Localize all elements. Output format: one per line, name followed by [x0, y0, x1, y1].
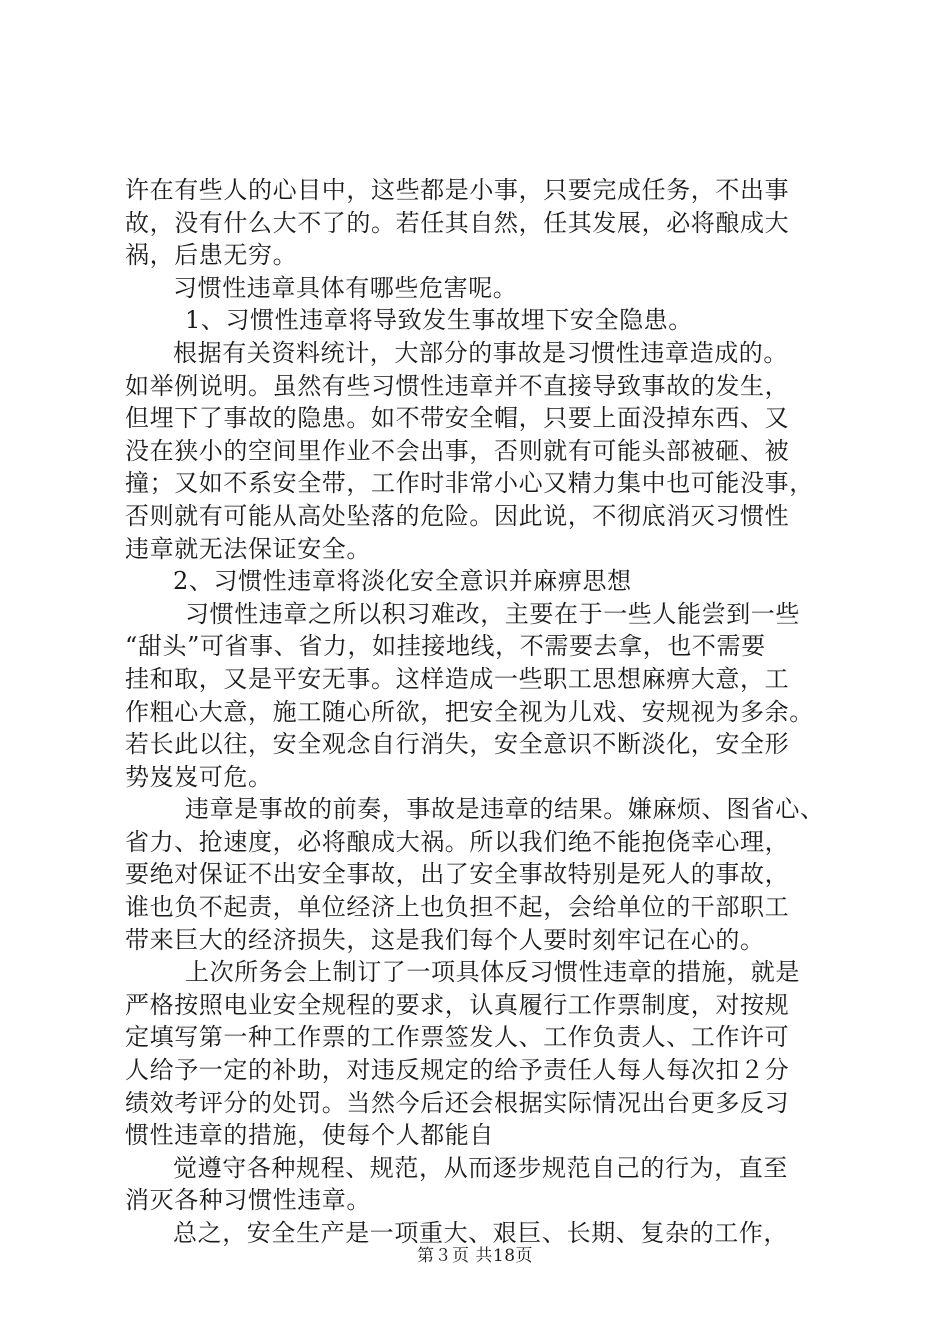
text-line: 习惯性违章之所以积习难改，主要在于一些人能尝到一些 — [185, 599, 800, 628]
text-line: 故，没有什么大不了的。若任其自然，任其发展，必将酿成大 — [125, 208, 790, 237]
text-line: 违章就无法保证安全。 — [125, 534, 371, 563]
text-line: 觉遵守各种规程、规范，从而逐步规范自己的行为，直至 — [173, 1153, 788, 1182]
text-line: 省力、抢速度，必将酿成大祸。所以我们绝不能抱侥幸心理， — [125, 827, 790, 856]
text-line: 但埋下了事故的隐患。如不带安全帽，只要上面没掉东西、又 — [125, 404, 790, 433]
text-line: 定填写第一种工作票的工作票签发人、工作负责人、工作许可 — [125, 1023, 790, 1052]
text-line: 上次所务会上制订了一项具体反习惯性违章的措施，就是 — [185, 958, 800, 987]
text-line: 严格按照电业安全规程的要求，认真履行工作票制度，对按规 — [125, 990, 790, 1019]
text-line: 许在有些人的心目中，这些都是小事，只要完成任务，不出事 — [125, 176, 790, 204]
section-heading-2: 2、习惯性违章将淡化安全意识并麻痹思想 — [173, 567, 632, 596]
text-line: 作粗心大意，施工随心所欲，把安全视为儿戏、安规视为多余。 — [125, 697, 814, 726]
text-line: 谁也负不起责，单位经济上也负担不起，会给单位的干部职工 — [125, 893, 790, 922]
text-line: 否则就有可能从高处坠落的危险。因此说，不彻底消灭习惯性 — [125, 501, 790, 530]
text-line: 总之，安全生产是一项重大、艰巨、长期、复杂的工作， — [173, 1219, 788, 1247]
text-line: 根据有关资料统计，大部分的事故是习惯性违章造成的。 — [173, 338, 788, 367]
text-line: 要绝对保证不出安全事故，出了安全事故特别是死人的事故， — [125, 860, 790, 889]
text-line: “甜头”可省事、省力，如挂接地线，不需要去拿，也不需要 — [125, 632, 766, 661]
page-number-footer: 第３页 共18页 — [416, 1246, 534, 1266]
text-line: 消灭各种习惯性违章。 — [125, 1186, 371, 1215]
text-line: 祸，后患无穷。 — [125, 241, 298, 270]
text-line: 势岌岌可危。 — [125, 762, 273, 791]
section-heading-1: 1、习惯性违章将导致发生事故埋下安全隐患。 — [185, 306, 693, 335]
text-line: 如举例说明。虽然有些习惯性违章并不直接导致事故的发生， — [125, 371, 790, 400]
text-line: 违章是事故的前奏，事故是违章的结果。嫌麻烦、图省心、 — [185, 795, 825, 824]
text-line: 绩效考评分的处罚。当然今后还会根据实际情况出台更多反习 — [125, 1088, 790, 1117]
text-line: 带来巨大的经济损失，这是我们每个人要时刻牢记在心的。 — [125, 925, 765, 954]
text-line: 习惯性违章具体有哪些危害呢。 — [173, 273, 518, 302]
text-line: 没在狭小的空间里作业不会出事，否则就有可能头部被砸、被 — [125, 436, 790, 465]
text-line: 挂和取，又是平安无事。这样造成一些职工思想麻痹大意，工 — [125, 664, 790, 693]
document-body — [125, 174, 835, 1250]
text-line: 人给予一定的补助，对违反规定的给予责任人每人每次扣２分 — [125, 1056, 790, 1085]
text-line: 惯性违章的措施，使每个人都能自 — [125, 1121, 494, 1150]
text-line: 若长此以往，安全观念自行消失，安全意识不断淡化，安全形 — [125, 730, 790, 759]
text-line: 撞；又如不系安全带，工作时非常小心又精力集中也可能没事， — [125, 469, 814, 498]
